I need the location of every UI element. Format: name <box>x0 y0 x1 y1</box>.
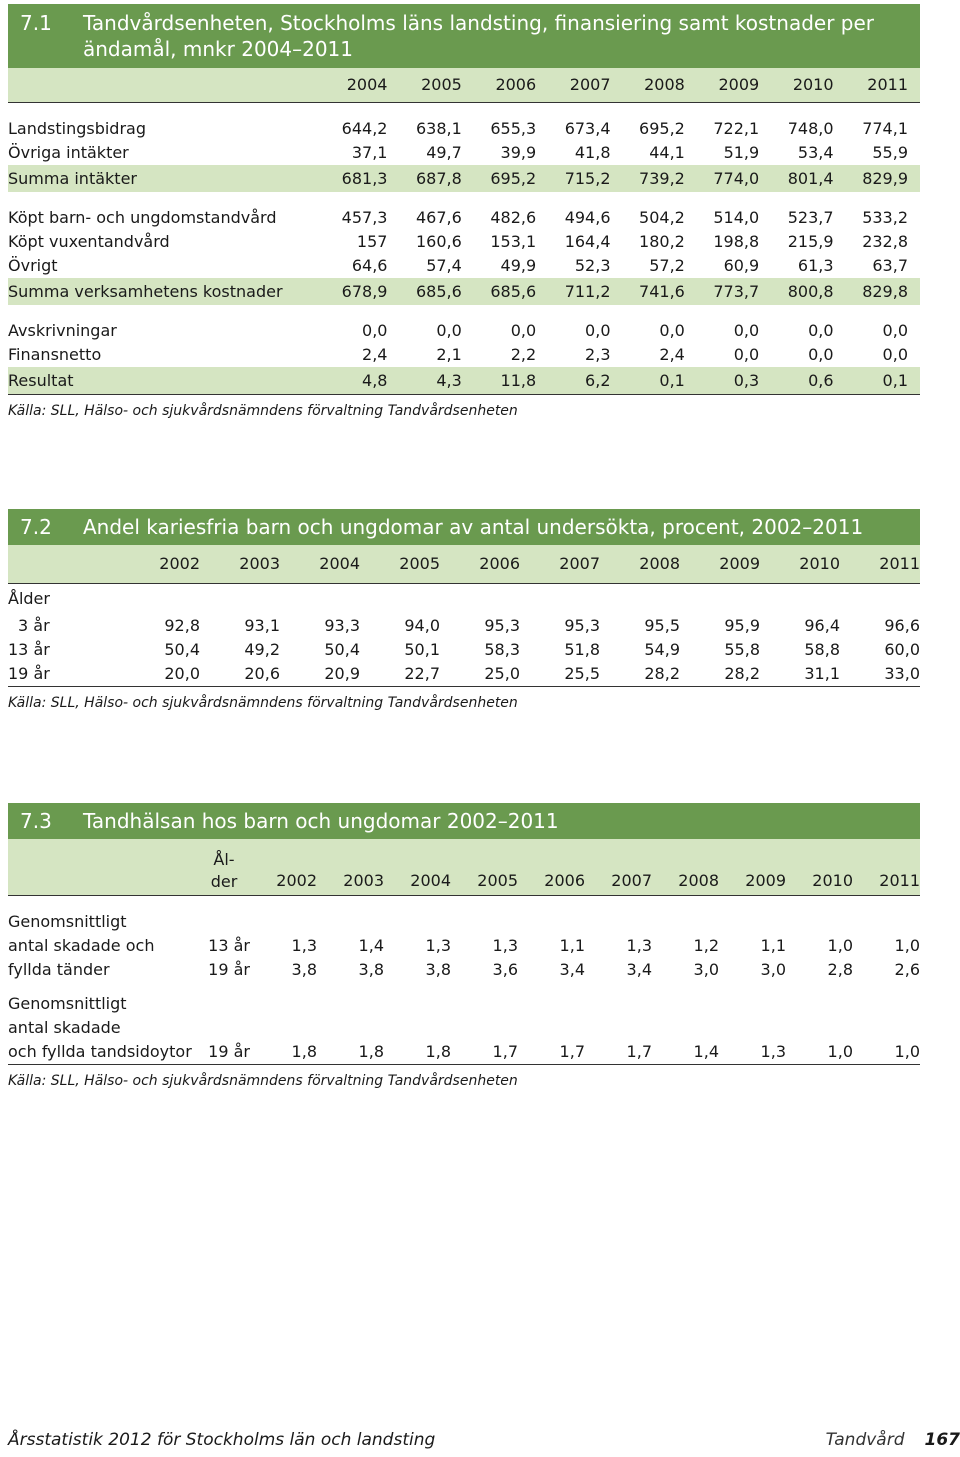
year-header: 2006 <box>518 839 585 896</box>
value-cell: 1,0 <box>827 936 853 955</box>
empty-cell <box>719 1016 786 1040</box>
sum-value: 687,8 <box>416 169 462 188</box>
empty-cell <box>451 910 518 934</box>
sum-value: 739,2 <box>639 169 685 188</box>
year-header: 2003 <box>317 839 384 896</box>
value-cell: 2,4 <box>659 345 685 364</box>
value-cell: 1,3 <box>425 936 451 955</box>
value-cell: 60,9 <box>723 256 760 275</box>
value-cell: 28,2 <box>644 664 680 683</box>
sum-value: 6,2 <box>585 371 611 390</box>
empty-cell <box>518 910 585 934</box>
value-cell: 504,2 <box>639 208 685 227</box>
header-row <box>8 68 920 103</box>
sum-label: Resultat <box>8 371 74 390</box>
empty-cell <box>451 992 518 1016</box>
value-cell: 2,3 <box>585 345 611 364</box>
empty-cell <box>8 896 920 911</box>
empty-cell <box>853 910 920 934</box>
value-cell: 2,1 <box>436 345 462 364</box>
value-cell: 0,0 <box>882 345 908 364</box>
sum-row <box>8 278 920 305</box>
row-label: Landstingsbidrag <box>8 119 146 138</box>
table-title: Tandhälsan hos barn och ungdomar 2002–2011 <box>83 809 559 833</box>
spacer-row <box>8 103 920 118</box>
value-cell: 0,0 <box>808 345 834 364</box>
value-cell: 482,6 <box>490 208 537 227</box>
value-cell: 1,1 <box>760 936 786 955</box>
empty-cell <box>8 103 920 118</box>
value-cell: 722,1 <box>713 119 760 138</box>
empty-cell <box>518 992 585 1016</box>
year-header: 2011 <box>840 545 920 584</box>
value-cell: 50,1 <box>404 640 440 659</box>
sum-value: 829,9 <box>862 169 908 188</box>
value-cell: 180,2 <box>639 232 685 251</box>
group-label: antal skadade och <box>8 936 155 955</box>
value-cell: 0,0 <box>882 321 908 340</box>
value-cell: 57,4 <box>426 256 462 275</box>
value-cell: 49,2 <box>244 640 280 659</box>
empty-cell <box>250 910 317 934</box>
value-cell: 198,8 <box>713 232 760 251</box>
empty-cell <box>317 910 384 934</box>
value-cell: 58,3 <box>484 640 520 659</box>
value-cell: 57,2 <box>649 256 685 275</box>
page-number: 167 <box>924 1430 960 1450</box>
empty-cell <box>250 992 317 1016</box>
sum-value: 681,3 <box>341 169 388 188</box>
sum-value: 801,4 <box>787 169 834 188</box>
empty-cell <box>120 584 200 615</box>
value-cell: 96,6 <box>884 616 920 635</box>
value-cell: 0,0 <box>585 321 611 340</box>
value-cell: 53,4 <box>797 143 834 162</box>
value-cell: 49,7 <box>426 143 462 162</box>
age-header-line: der <box>210 872 238 891</box>
sum-row <box>8 367 920 395</box>
table-row <box>8 958 920 982</box>
value-cell: 467,6 <box>416 208 462 227</box>
value-cell: 51,9 <box>723 143 760 162</box>
value-cell: 39,9 <box>500 143 537 162</box>
table-row <box>8 141 920 165</box>
value-cell: 748,0 <box>787 119 834 138</box>
value-cell: 2,8 <box>827 960 853 979</box>
table-row <box>8 1040 920 1065</box>
value-cell: 533,2 <box>862 208 908 227</box>
value-cell: 1,1 <box>559 936 585 955</box>
value-cell: 95,5 <box>644 616 680 635</box>
publication-title: Årsstatistik 2012 för Stockholms län och landsting <box>8 1430 436 1450</box>
table-title-bar <box>8 4 920 68</box>
empty-cell <box>360 584 440 615</box>
empty-cell <box>384 910 451 934</box>
group-label-row <box>8 1016 920 1040</box>
row-label: 13 år <box>8 640 50 659</box>
value-cell: 523,7 <box>787 208 834 227</box>
value-cell: 37,1 <box>351 143 388 162</box>
value-cell: 2,6 <box>894 960 920 979</box>
group-label: Genomsnittligt <box>8 912 127 931</box>
sum-label: Summa intäkter <box>8 169 137 188</box>
row-label: Köpt barn- och ungdomstandvård <box>8 208 277 227</box>
empty-cell <box>8 305 920 319</box>
sum-value: 0,3 <box>733 371 760 390</box>
value-cell: 44,1 <box>649 143 685 162</box>
year-header: 2009 <box>719 839 786 896</box>
value-cell: 95,3 <box>484 616 520 635</box>
empty-cell <box>585 910 652 934</box>
sum-value: 774,0 <box>713 169 760 188</box>
value-cell: 63,7 <box>872 256 908 275</box>
table-row <box>8 662 920 687</box>
value-cell: 55,9 <box>872 143 908 162</box>
table-row <box>8 343 920 367</box>
value-cell: 28,2 <box>724 664 760 683</box>
empty-cell <box>600 584 680 615</box>
value-cell: 55,8 <box>724 640 760 659</box>
data-table <box>8 839 920 1065</box>
empty-cell <box>840 584 920 615</box>
year-header: 2007 <box>520 545 600 584</box>
sum-value: 0,1 <box>882 371 908 390</box>
value-cell: 1,3 <box>760 1042 786 1061</box>
value-cell: 52,3 <box>574 256 611 275</box>
spacer-row <box>8 192 920 206</box>
value-cell: 49,9 <box>500 256 537 275</box>
table-source: Källa: SLL, Hälso- och sjukvårdsnämndens förvaltning Tandvårdsenheten <box>8 1073 518 1089</box>
age-cell: 19 år <box>208 960 250 979</box>
sum-value: 711,2 <box>564 282 611 301</box>
empty-cell <box>384 1016 451 1040</box>
value-cell: 3,4 <box>626 960 652 979</box>
age-cell: 19 år <box>208 1042 250 1061</box>
value-cell: 1,3 <box>291 936 317 955</box>
value-cell: 1,4 <box>693 1042 719 1061</box>
empty-cell <box>384 992 451 1016</box>
age-cell: 13 år <box>208 936 250 955</box>
value-cell: 20,9 <box>324 664 360 683</box>
sum-value: 0,1 <box>659 371 685 390</box>
empty-cell <box>198 1016 250 1040</box>
sum-value: 773,7 <box>713 282 760 301</box>
value-cell: 655,3 <box>490 119 537 138</box>
empty-cell <box>680 584 760 615</box>
sum-value: 800,8 <box>787 282 834 301</box>
data-table <box>8 68 920 395</box>
row-label: 19 år <box>8 664 50 683</box>
group-label: Genomsnittligt <box>8 994 127 1013</box>
row-label: Övriga intäkter <box>8 143 129 162</box>
age-header <box>198 839 250 896</box>
year-header: 2002 <box>250 839 317 896</box>
year-header: 2011 <box>846 68 920 103</box>
value-cell: 93,3 <box>324 616 360 635</box>
table-row <box>8 319 920 343</box>
empty-cell <box>585 992 652 1016</box>
table-7-3 <box>8 803 920 1089</box>
value-cell: 514,0 <box>713 208 760 227</box>
year-header: 2009 <box>697 68 771 103</box>
sum-value: 4,8 <box>362 371 388 390</box>
year-header: 2010 <box>786 839 853 896</box>
sum-value: 715,2 <box>564 169 611 188</box>
value-cell: 3,6 <box>492 960 518 979</box>
value-cell: 41,8 <box>574 143 611 162</box>
value-cell: 25,5 <box>564 664 600 683</box>
value-cell: 3,8 <box>358 960 384 979</box>
value-cell: 494,6 <box>564 208 611 227</box>
year-header: 2010 <box>760 545 840 584</box>
empty-cell <box>853 1016 920 1040</box>
row-label: Finansnetto <box>8 345 102 364</box>
value-cell: 1,7 <box>626 1042 652 1061</box>
value-cell: 673,4 <box>564 119 611 138</box>
table-number: 7.1 <box>20 11 52 35</box>
year-header: 2005 <box>360 545 440 584</box>
year-header: 2002 <box>120 545 200 584</box>
value-cell: 232,8 <box>862 232 908 251</box>
value-cell: 54,9 <box>644 640 680 659</box>
table-row <box>8 230 920 254</box>
table-title: Tandvårdsenheten, Stockholms läns landsting, finansiering samt kostnader per ändamål, mnkr 2004–2011 <box>83 11 874 61</box>
value-cell: 1,0 <box>827 1042 853 1061</box>
empty-cell <box>8 982 920 992</box>
header-row <box>8 545 920 584</box>
value-cell: 2,4 <box>362 345 388 364</box>
empty-cell <box>317 1016 384 1040</box>
section-name: Tandvård <box>825 1430 905 1450</box>
sum-value: 11,8 <box>500 371 537 390</box>
year-header: 2010 <box>771 68 845 103</box>
value-cell: 92,8 <box>164 616 200 635</box>
value-cell: 50,4 <box>164 640 200 659</box>
value-cell: 1,0 <box>894 936 920 955</box>
year-header: 2004 <box>325 68 399 103</box>
value-cell: 695,2 <box>639 119 685 138</box>
age-header-line: Ål- <box>213 850 235 869</box>
value-cell: 1,0 <box>894 1042 920 1061</box>
value-cell: 1,2 <box>693 936 719 955</box>
table-row <box>8 254 920 278</box>
value-cell: 0,0 <box>733 321 760 340</box>
group-label-row <box>8 992 920 1016</box>
empty-cell <box>250 1016 317 1040</box>
empty-cell <box>652 1016 719 1040</box>
value-cell: 1,8 <box>291 1042 317 1061</box>
year-header: 2011 <box>853 839 920 896</box>
value-cell: 51,8 <box>564 640 600 659</box>
value-cell: 20,6 <box>244 664 280 683</box>
table-source: Källa: SLL, Hälso- och sjukvårdsnämndens förvaltning Tandvårdsenheten <box>8 695 518 711</box>
empty-cell <box>518 1016 585 1040</box>
empty-cell <box>760 584 840 615</box>
empty-cell <box>8 68 325 103</box>
sum-value: 685,6 <box>416 282 462 301</box>
group-label: antal skadade <box>8 1018 121 1037</box>
table-source: Källa: SLL, Hälso- och sjukvårdsnämndens förvaltning Tandvårdsenheten <box>8 403 518 419</box>
table-7-2 <box>8 509 920 711</box>
spacer-row <box>8 305 920 319</box>
year-header: 2004 <box>384 839 451 896</box>
table-row <box>8 638 920 662</box>
value-cell: 164,4 <box>564 232 611 251</box>
empty-cell <box>280 584 360 615</box>
year-header: 2005 <box>451 839 518 896</box>
sum-label: Summa verksamhetens kostnader <box>8 282 283 301</box>
year-header: 2007 <box>548 68 622 103</box>
group-label: fyllda tänder <box>8 960 110 979</box>
year-header: 2008 <box>600 545 680 584</box>
value-cell: 93,1 <box>244 616 280 635</box>
empty-cell <box>786 1016 853 1040</box>
value-cell: 0,0 <box>362 321 388 340</box>
year-header: 2007 <box>585 839 652 896</box>
value-cell: 215,9 <box>787 232 834 251</box>
row-label: Avskrivningar <box>8 321 117 340</box>
sum-row <box>8 165 920 192</box>
table-row <box>8 117 920 141</box>
empty-cell <box>317 992 384 1016</box>
value-cell: 0,0 <box>436 321 462 340</box>
group-label: och fyllda tandsidoytor <box>8 1042 192 1061</box>
value-cell: 33,0 <box>884 664 920 683</box>
empty-cell <box>8 192 920 206</box>
table-row <box>8 206 920 230</box>
value-cell: 153,1 <box>490 232 537 251</box>
spacer-row <box>8 896 920 911</box>
value-cell: 64,6 <box>351 256 388 275</box>
row-label: Köpt vuxentandvård <box>8 232 170 251</box>
empty-cell <box>520 584 600 615</box>
empty-cell <box>786 910 853 934</box>
year-header: 2006 <box>474 68 548 103</box>
value-cell: 1,3 <box>492 936 518 955</box>
table-number: 7.2 <box>20 515 52 539</box>
value-cell: 0,0 <box>733 345 760 364</box>
table-title-bar <box>8 803 920 839</box>
value-cell: 58,8 <box>804 640 840 659</box>
value-cell: 1,8 <box>358 1042 384 1061</box>
group-label-row <box>8 910 920 934</box>
header-row <box>8 839 920 896</box>
table-7-1 <box>8 4 920 419</box>
group-label: Ålder <box>8 589 50 608</box>
value-cell: 1,4 <box>358 936 384 955</box>
sum-value: 678,9 <box>341 282 388 301</box>
sum-value: 0,6 <box>808 371 834 390</box>
value-cell: 60,0 <box>884 640 920 659</box>
empty-cell <box>786 992 853 1016</box>
value-cell: 457,3 <box>341 208 388 227</box>
empty-cell <box>652 992 719 1016</box>
year-header: 2003 <box>200 545 280 584</box>
year-header: 2008 <box>652 839 719 896</box>
value-cell: 22,7 <box>404 664 440 683</box>
value-cell: 160,6 <box>416 232 462 251</box>
value-cell: 638,1 <box>416 119 462 138</box>
year-header: 2009 <box>680 545 760 584</box>
table-number: 7.3 <box>20 809 52 833</box>
sum-value: 829,8 <box>862 282 908 301</box>
empty-cell <box>8 545 120 584</box>
value-cell: 644,2 <box>341 119 388 138</box>
year-header: 2006 <box>440 545 520 584</box>
value-cell: 3,8 <box>425 960 451 979</box>
value-cell: 1,7 <box>559 1042 585 1061</box>
value-cell: 3,8 <box>291 960 317 979</box>
value-cell: 94,0 <box>404 616 440 635</box>
spacer-row <box>8 982 920 992</box>
value-cell: 0,0 <box>510 321 537 340</box>
empty-cell <box>719 910 786 934</box>
row-label: 3 år <box>18 616 50 635</box>
value-cell: 2,2 <box>510 345 537 364</box>
value-cell: 3,4 <box>559 960 585 979</box>
value-cell: 95,9 <box>724 616 760 635</box>
value-cell: 96,4 <box>804 616 840 635</box>
table-title: Andel kariesfria barn och ungdomar av antal undersökta, procent, 2002–2011 <box>83 515 864 539</box>
value-cell: 61,3 <box>797 256 834 275</box>
value-cell: 20,0 <box>164 664 200 683</box>
value-cell: 3,0 <box>693 960 719 979</box>
sum-value: 685,6 <box>490 282 537 301</box>
year-header: 2008 <box>623 68 697 103</box>
empty-cell <box>719 992 786 1016</box>
value-cell: 774,1 <box>862 119 908 138</box>
table-row <box>8 934 920 958</box>
data-table <box>8 545 920 687</box>
value-cell: 1,8 <box>425 1042 451 1061</box>
table-title-bar <box>8 509 920 545</box>
value-cell: 95,3 <box>564 616 600 635</box>
value-cell: 25,0 <box>484 664 520 683</box>
value-cell: 157 <box>356 232 388 251</box>
value-cell: 3,0 <box>760 960 786 979</box>
empty-cell <box>198 910 250 934</box>
group-label-row <box>8 584 920 615</box>
empty-cell <box>198 992 250 1016</box>
empty-cell <box>451 1016 518 1040</box>
year-header: 2004 <box>280 545 360 584</box>
empty-cell <box>853 992 920 1016</box>
empty-cell <box>652 910 719 934</box>
table-row <box>8 614 920 638</box>
sum-value: 695,2 <box>490 169 537 188</box>
page-footer <box>8 1430 960 1450</box>
sum-value: 741,6 <box>639 282 685 301</box>
empty-cell <box>8 839 198 896</box>
value-cell: 0,0 <box>808 321 834 340</box>
value-cell: 50,4 <box>324 640 360 659</box>
value-cell: 1,7 <box>492 1042 518 1061</box>
value-cell: 1,3 <box>626 936 652 955</box>
year-header: 2005 <box>399 68 473 103</box>
empty-cell <box>440 584 520 615</box>
value-cell: 31,1 <box>804 664 840 683</box>
value-cell: 0,0 <box>659 321 685 340</box>
row-label: Övrigt <box>8 256 58 275</box>
empty-cell <box>200 584 280 615</box>
sum-value: 4,3 <box>436 371 462 390</box>
empty-cell <box>585 1016 652 1040</box>
